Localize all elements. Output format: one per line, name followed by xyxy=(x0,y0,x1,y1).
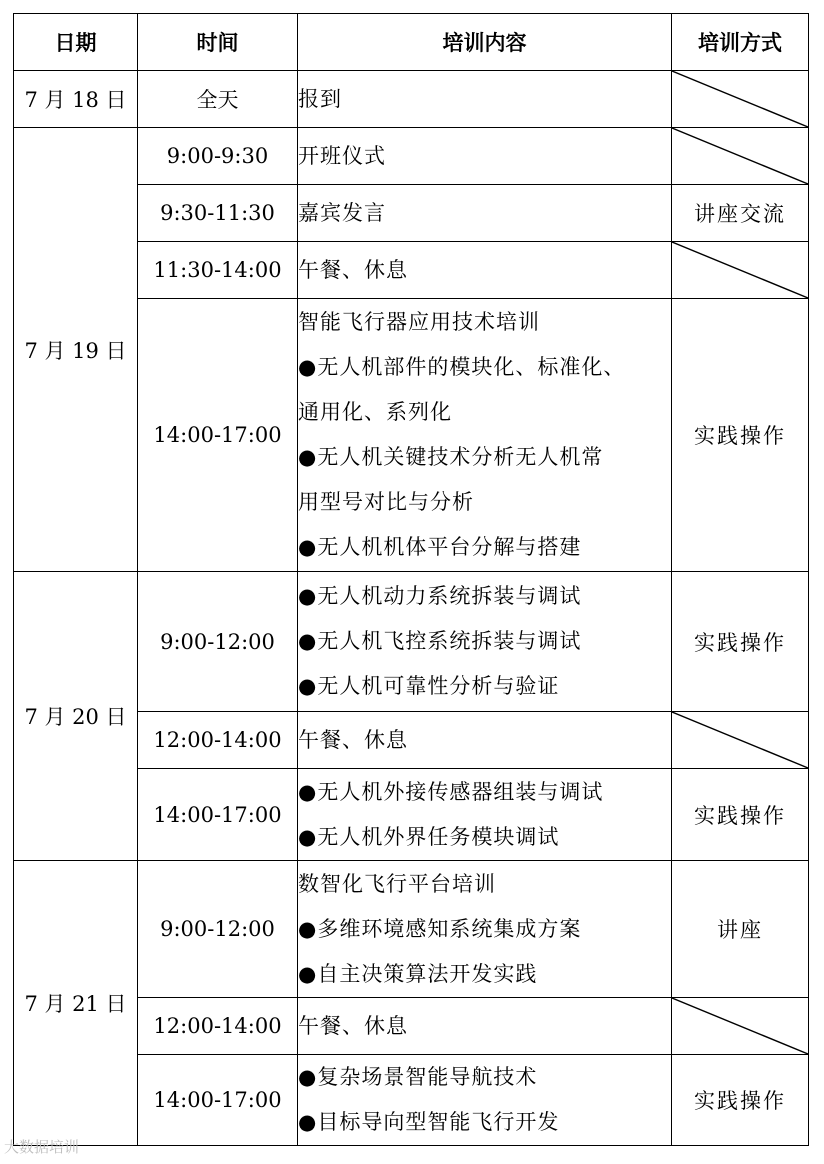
time-cell: 9:30-11:30 xyxy=(138,185,298,242)
diagonal-slash xyxy=(672,71,808,127)
content-line: 智能飞行器应用技术培训 xyxy=(298,310,540,334)
content-cell xyxy=(298,769,672,861)
content-line: ●无人机关键技术分析无人机常 xyxy=(298,445,604,469)
time-cell: 9:00-12:00 xyxy=(138,572,298,712)
time-cell: 14:00-17:00 xyxy=(138,769,298,861)
method-cell-empty xyxy=(672,242,809,299)
table-row xyxy=(14,71,809,128)
diagonal-slash xyxy=(672,128,808,184)
diagonal-line xyxy=(672,242,808,298)
header-date: 日期 xyxy=(14,14,138,71)
content-cell xyxy=(298,242,672,299)
content-line: ●目标导向型智能飞行开发 xyxy=(298,1110,560,1134)
header-time: 时间 xyxy=(138,14,298,71)
content-line: ●无人机可靠性分析与验证 xyxy=(298,674,560,698)
diagonal-slash xyxy=(672,242,808,298)
content-line: 午餐、休息 xyxy=(298,1013,408,1038)
training-schedule-table xyxy=(13,13,809,1146)
method-cell: 实践操作 xyxy=(672,769,809,861)
content-line: ●无人机部件的模块化、标准化、 xyxy=(298,355,626,379)
diagonal-line xyxy=(672,71,808,127)
method-cell: 实践操作 xyxy=(672,572,809,712)
content-line: 通用化、系列化 xyxy=(298,400,452,424)
content-line: ●无人机外界任务模块调试 xyxy=(298,824,560,849)
method-cell-empty xyxy=(672,998,809,1055)
content-cell xyxy=(298,71,672,128)
table-header-row xyxy=(14,14,809,71)
diagonal-slash xyxy=(672,998,808,1054)
header-content: 培训内容 xyxy=(298,14,672,71)
diagonal-line xyxy=(672,128,808,184)
content-cell xyxy=(298,572,672,712)
time-cell: 全天 xyxy=(138,71,298,128)
content-line: 数智化飞行平台培训 xyxy=(298,871,496,896)
date-cell: 7 月 18 日 xyxy=(14,71,138,128)
diagonal-line xyxy=(672,998,808,1054)
method-cell-empty xyxy=(672,128,809,185)
content-cell xyxy=(298,299,672,572)
content-line: 午餐、休息 xyxy=(298,257,408,282)
content-line: ●无人机飞控系统拆装与调试 xyxy=(298,629,582,653)
content-cell xyxy=(298,1055,672,1146)
time-cell: 14:00-17:00 xyxy=(138,299,298,572)
time-cell: 11:30-14:00 xyxy=(138,242,298,299)
watermark: 大数据培训 xyxy=(4,1138,80,1156)
table-row xyxy=(14,572,809,712)
content-cell xyxy=(298,861,672,998)
content-line: 嘉宾发言 xyxy=(298,200,386,225)
content-line: 用型号对比与分析 xyxy=(298,490,474,514)
time-cell: 14:00-17:00 xyxy=(138,1055,298,1146)
date-cell: 7 月 21 日 xyxy=(14,861,138,1146)
content-cell xyxy=(298,185,672,242)
time-cell: 9:00-9:30 xyxy=(138,128,298,185)
content-cell xyxy=(298,712,672,769)
method-cell: 讲座 xyxy=(672,861,809,998)
time-cell: 9:00-12:00 xyxy=(138,861,298,998)
content-cell xyxy=(298,128,672,185)
content-line: ●无人机机体平台分解与搭建 xyxy=(298,535,582,559)
time-cell: 12:00-14:00 xyxy=(138,712,298,769)
date-cell: 7 月 20 日 xyxy=(14,572,138,861)
content-cell xyxy=(298,998,672,1055)
diagonal-slash xyxy=(672,712,808,768)
content-line: ●多维环境感知系统集成方案 xyxy=(298,916,582,941)
table-row xyxy=(14,861,809,998)
content-line: 开班仪式 xyxy=(298,143,386,168)
table-body xyxy=(14,71,809,1146)
content-line: ●自主决策算法开发实践 xyxy=(298,961,538,986)
content-line: 报到 xyxy=(298,86,342,111)
time-cell: 12:00-14:00 xyxy=(138,998,298,1055)
method-cell: 实践操作 xyxy=(672,1055,809,1146)
content-line: ●复杂场景智能导航技术 xyxy=(298,1065,538,1089)
date-cell: 7 月 19 日 xyxy=(14,128,138,572)
content-line: ●无人机外接传感器组装与调试 xyxy=(298,779,604,804)
table-row xyxy=(14,128,809,185)
method-cell-empty xyxy=(672,71,809,128)
method-cell-empty xyxy=(672,712,809,769)
method-cell: 讲座交流 xyxy=(672,185,809,242)
method-cell: 实践操作 xyxy=(672,299,809,572)
diagonal-line xyxy=(672,712,808,768)
content-line: 午餐、休息 xyxy=(298,727,408,752)
header-method: 培训方式 xyxy=(672,14,809,71)
content-line: ●无人机动力系统拆装与调试 xyxy=(298,584,582,608)
